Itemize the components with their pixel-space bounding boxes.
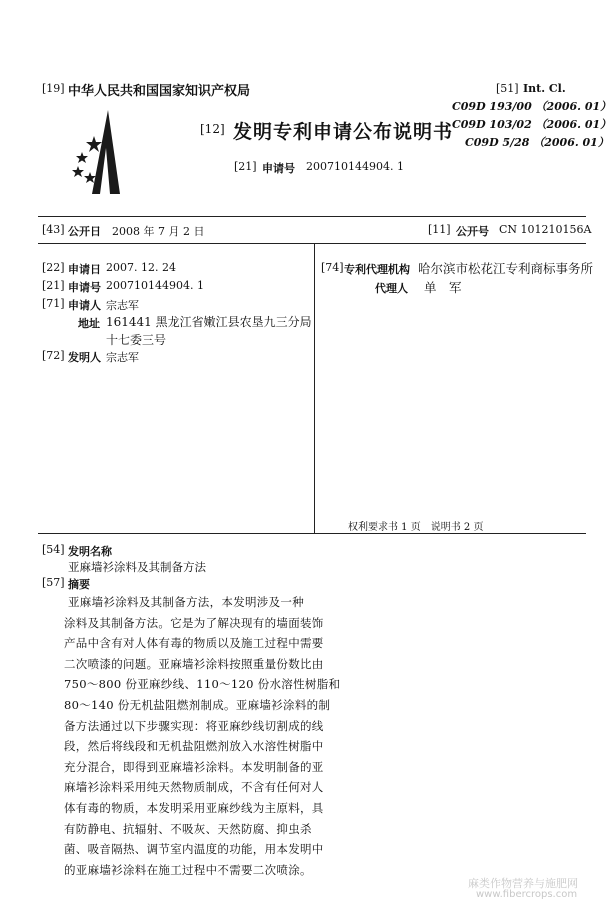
abstract-line: 80～140 份无机盐阻燃剂制成。亚麻墙衫涂料的制 [64,697,331,712]
agency-name: 哈尔滨市松花江专利商标事务所 [418,261,594,276]
abstract-label: 摘要 [68,578,90,591]
filing-date: 2007. 12. 24 [106,261,176,274]
pub-number-value: CN 101210156A [499,223,592,236]
appno-value: 200710144904. 1 [106,279,204,292]
pub-number-code: [11] [428,223,451,236]
abstract-line: 的亚麻墙衫涂料在施工过程中不需要二次喷涂。 [64,862,312,877]
abstract-code: [57] [42,576,65,589]
app-number-label: 申请号 [262,162,295,175]
abstract-line: 有防静电、抗辐射、不吸灰、天然防腐、抑虫杀 [64,821,312,836]
filing-code: [22] [42,261,65,274]
office-code: [19] [42,82,65,95]
agency-code: [74] [321,261,344,274]
address-line-1: 161441 黑龙江省嫩江县农垦九三分局 [106,315,312,329]
intcl-code: [51] [496,82,519,95]
title-code: [54] [42,543,65,556]
app-number-value: 200710144904. 1 [306,160,404,173]
divider-top [38,216,586,217]
filing-label: 申请日 [68,263,101,276]
abstract-line: 备方法通过以下步骤实现：将亚麻纱线切割成的线 [64,718,324,733]
inventor-name: 宗志军 [106,351,139,364]
abstract-body [64,592,340,880]
watermark-url: www.fibercrops.com [476,889,578,900]
pub-date-value: 2008 年 7 月 2 日 [112,225,205,238]
applicant-label: 申请人 [68,299,101,312]
pub-number-label: 公开号 [456,225,489,238]
agent-label: 代理人 [375,282,408,295]
abstract-line: 750～800 份亚麻纱线、110～120 份水溶性树脂和 [64,677,341,692]
invention-title: 亚麻墙衫涂料及其制备方法 [68,560,206,574]
app-number-code: [21] [234,160,257,173]
divider-biblio [38,243,586,244]
abstract-line: 段，然后将线段和无机盐阻燃剂放入水溶性树脂中 [64,739,324,754]
address-line-2: 十七委三号 [106,333,167,347]
pages-note: 权利要求书 1 页 说明书 2 页 [348,522,484,533]
abstract-line: 体有毒的物质，本发明采用亚麻纱线为主原料，具 [64,800,324,815]
pub-date-label: 公开日 [68,225,101,238]
appno-label: 申请号 [68,281,101,294]
abstract-line: 涂料及其制备方法。它是为了解决现有的墙面装饰 [64,615,324,630]
agent-name: 单 军 [424,280,462,295]
ipc-class-3: C09D 5/28 （2006. 01） [465,136,609,149]
abstract-line: 产品中含有对人体有毒的物质以及施工过程中需要 [64,636,324,651]
inventor-label: 发明人 [68,351,101,364]
pub-date-code: [43] [42,223,65,236]
agency-label: 专利代理机构 [344,263,410,276]
abstract-line: 二次喷漆的问题。亚麻墙衫涂料按照重量份数比由 [64,656,324,671]
inventor-code: [72] [42,349,65,362]
doc-type-title: 发明专利申请公布说明书 [233,121,454,143]
watermark-text: 麻类作物营养与施肥网 [468,877,578,890]
ipc-class-2: C09D 103/02 （2006. 01） [452,118,611,131]
office-name: 中华人民共和国国家知识产权局 [68,84,251,99]
address-label: 地址 [78,317,100,330]
column-divider [314,243,315,533]
intcl-label: Int. Cl. [523,82,566,95]
applicant-code: [71] [42,297,65,310]
abstract-line: 亚麻墙衫涂料及其制备方法，本发明涉及一种 [68,595,304,609]
abstract-line: 充分混合，即得到亚麻墙衫涂料。本发明制备的亚 [64,759,324,774]
appno-code: [21] [42,279,65,292]
emblem-icon [70,108,140,196]
abstract-line: 菌、吸音隔热、调节室内温度的功能，用本发明中 [64,842,324,857]
abstract-line: 麻墙衫涂料采用纯天然物质制成，不含有任何对人 [64,780,324,795]
applicant-name: 宗志军 [106,299,139,312]
title-label: 发明名称 [68,545,112,558]
doc-type-code: [12] [200,122,225,136]
divider-bottom [38,533,586,534]
ipc-class-1: C09D 193/00 （2006. 01） [452,100,611,113]
